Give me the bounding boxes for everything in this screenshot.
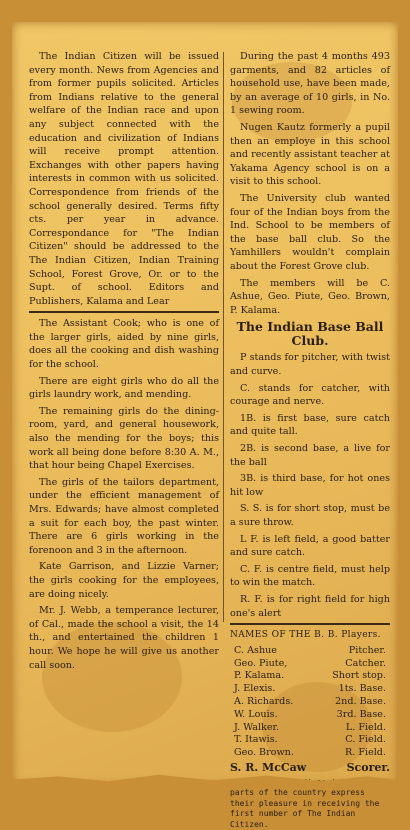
player-row: [230, 696, 390, 709]
players-heading: NAMES OF THE B. B. Players.: [230, 630, 381, 641]
player-name: T. Itawis.: [234, 734, 278, 746]
player-row: [230, 683, 390, 696]
newspaper-page: [12, 22, 398, 829]
player-name: A. Richards.: [234, 695, 294, 707]
player-row: [230, 722, 390, 735]
position-description: 2B. is second base, a live for the ball: [230, 443, 390, 468]
article-paragraph: There are eight girls who do all the girls laundry work, and mending.: [29, 375, 219, 401]
player-position: 2nd. Base.: [335, 695, 386, 707]
right-column: [230, 50, 390, 830]
player-row: [230, 734, 390, 747]
masthead-notice: The Indian Citizen will be issued every month. News from Agencies and from former pupils solicited. Articles from Indians relative to the general welfare of the Indian race and upon any subject connected with the education and civilization of Indians will receive prompt attention. Exchanges with other papers having interests in common with us solicited. Correspondence from friends of the school generally desired. Terms fifty cts. per year in advance. Correspondance for "The Indian Citizen" should be addressed to the The Indian Citizen, Indian Training School, Forest Grove, Or. or to the Supt. of school. Editors and Publishers, Kalama and Lear: [29, 51, 219, 307]
letters-note: parts of the country express their pleasure in receiving the first number of The Indian Citizen.: [230, 788, 380, 829]
player-name: W. Louis.: [234, 708, 278, 720]
position-description: 1B. is first base, sure catch and quite tall.: [230, 412, 390, 438]
player-position: Catcher.: [345, 657, 386, 669]
player-row: [230, 670, 390, 683]
player-row: [230, 747, 390, 760]
baseball-club-heading: The Indian Base Ball Club.: [236, 319, 384, 348]
article-paragraph: The remaining girls do the dining-room, yard, and general housework, also the mending for the boys; this work all being done before 8:30 A. M., that hour being Chapel Exercises.: [29, 405, 219, 472]
player-position: C. Field.: [345, 734, 386, 746]
section-rule: [29, 311, 219, 313]
article-paragraph: Nugen Kautz formerly a pupil then an employe in this school and recently assistant teacher at Yakama Agency school is on a visit to this school.: [230, 121, 390, 188]
scorer-name: S. R. McCaw: [230, 760, 307, 774]
article-paragraph: The Assistant Cook; who is one of the larger girls, aided by nine girls, does all the cooking and dish washing for the school.: [29, 318, 219, 371]
player-row: [230, 658, 390, 671]
player-name: Geo. Piute,: [234, 657, 288, 669]
player-name: Geo. Brown.: [234, 747, 294, 759]
position-description: L F. is left field, a good batter and sure catch.: [230, 533, 390, 559]
player-position: R. Field.: [345, 747, 386, 759]
player-row: [230, 645, 390, 658]
left-column: [29, 50, 219, 675]
player-name: J. Elexis.: [234, 683, 276, 695]
article-paragraph: The University club wanted four of the Indian boys from the Ind. School to be members of the base ball club. So the Yamhillers wouldn't complain about the Forest Grove club.: [230, 192, 390, 272]
player-position: 1ts. Base.: [338, 683, 386, 695]
position-description: C. F. is centre field, must help to win the match.: [230, 563, 390, 589]
article-paragraph: The girls of the tailors department, under the efficient management of Mrs. Edwards; have almost completed a suit for each boy, the past winter. There are 6 girls working in the forenoon and 3 in the afternoon.: [29, 476, 219, 556]
player-position: L. Field.: [345, 721, 386, 733]
player-name: C. Ashue: [234, 644, 277, 656]
article-paragraph: Kate Garrison, and Lizzie Varner; the girls cooking for the employees, are doing nicely.: [29, 561, 219, 600]
player-position: Short stop.: [332, 670, 386, 682]
player-name: J. Walker.: [234, 721, 280, 733]
article-paragraph: The members will be C. Ashue, Geo. Piute, Geo. Brown, P. Kalama.: [230, 277, 390, 316]
player-row: [230, 709, 390, 722]
position-description: S. S. is for short stop, must be a sure throw.: [230, 503, 390, 528]
article-paragraph: During the past 4 months 493 garments, and 82 articles of household use, have been made, by an average of 10 girls, in No. 1 sewing room.: [230, 51, 390, 117]
column-divider: [223, 52, 224, 622]
article-paragraph: Mr. J. Webb, a temperance lecturer, of Cal., made the school a visit, the 14 th., and entertained the children 1 hour. We hope he will give us another call soon.: [29, 605, 219, 671]
player-name: P. Kalama.: [234, 670, 285, 682]
section-rule: [230, 623, 390, 625]
player-position: 3rd. Base.: [336, 708, 386, 720]
scorer-row: [230, 761, 390, 775]
position-description: C. stands for catcher, with courage and nerve.: [230, 382, 390, 408]
position-description: 3B. is third base, for hot ones hit low: [230, 473, 390, 498]
scorer-role: Scorer.: [346, 760, 390, 774]
position-description: R. F. is for right field for high one's alert: [230, 593, 390, 619]
position-description: P stands for pitcher, with twist and curve.: [230, 352, 390, 378]
player-position: Pitcher.: [348, 644, 386, 656]
